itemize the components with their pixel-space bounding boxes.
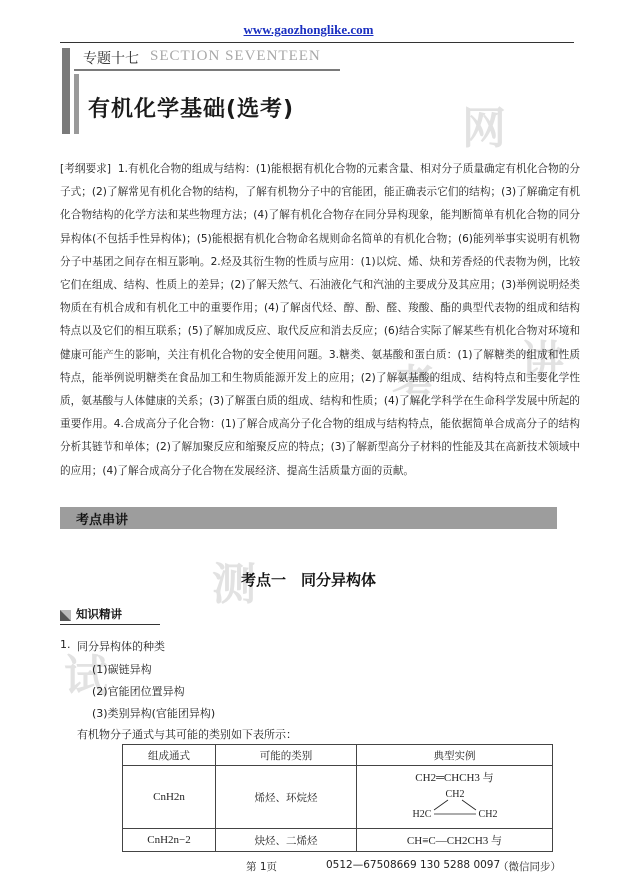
formula-cell: CnH2n−2	[123, 829, 216, 852]
requirements-text: 1.有机化合物的组成与结构：(1)能根据有机化合物的元素含量、相对分子质量确定有机化合物的分子式；(2)了解常见有机化合物的结构，了解有机物分子中的官能团，能正确表示它们的结构；(3)了解确定有机化合物结构的化学方法和某些物理方法；(4)了解有机化合物存在同分异构现象，能判断简单有机化合物的同分异构体(不包括手性异构体)；(5)能根据有机化合物命名规则命名简单的有机化合物；(6)能列举事实说明有机物分子中基团之间存在相互影响。2.烃及其衍生物的性质与应用：(1)以烷、烯、炔和芳香烃的代表物为例，比较它们在组成、结构、性质上的差异；(2)了解天然气、石油液化气和汽油的主要成分及其应用；(3)举例说明烃类物质在有机合成和有机化工中的重要作用；(4)了解卤代烃、醇、酚、醛、羧酸、酯的典型代表物的组成和结构特点以及它们的相互联系；(5)了解加成反应、取代反应和消去反应；(6)结合实际了解某些有机化合物对环境和健康可能产生的影响，关注有机化合物的安全使用问题。3.糖类、氨基酸和蛋白质：(1)了解糖类的组成和性质特点，能举例说明糖类在食品加工和生物质能源开发上的应用；(2)了解氨基酸的组成、结构特点和主要化学性质，氨基酸与人体健康的关系；(3)了解蛋白质的组成、结构和性质；(4)了解化学科学在生命科学发展中所起的重要作用。4.合成高分子化合物：(1)了解合成高分子化合物的组成与结构特点，能依据简单合成高分子的结构分析其链节和单体；(2)了解加聚反应和缩聚反应的特点；(3)了解新型高分子材料的性能及其在高新技术领域中的应用；(4)了解合成高分子化合物在发展经济、提高生活质量方面的贡献。	[60, 163, 580, 477]
section-banner-tip	[488, 507, 502, 529]
watermark-char: 网	[462, 103, 506, 154]
table-row	[123, 766, 553, 829]
section-banner	[60, 507, 557, 529]
example-text: CH2═CHCH3 与	[415, 772, 494, 784]
formula-cell: CnH2n	[123, 766, 216, 829]
requirements-label: [考纲要求]	[60, 163, 111, 175]
ring-left: H2C	[412, 809, 431, 820]
section-english: SECTION SEVENTEEN	[150, 48, 321, 64]
watermark-char: 讲	[520, 337, 564, 388]
table-intro: 有机物分子通式与其可能的类别如下表所示：	[77, 728, 297, 741]
section-rule	[74, 69, 340, 71]
footer-note: （微信同步）	[498, 861, 561, 873]
table-header: 组成通式	[123, 745, 216, 766]
page-title: 有机化学基础(选考)	[88, 97, 295, 122]
header-rule	[60, 42, 574, 43]
isomer-table	[122, 744, 553, 852]
section-decor-bar	[62, 48, 70, 134]
cyclopropane-structure	[400, 787, 510, 821]
header-url[interactable]: www.gaozhonglike.com	[243, 22, 374, 37]
list-number: 1.	[60, 638, 71, 651]
category-cell: 炔烃、二烯烃	[216, 829, 357, 852]
section-decor-bar-inner	[74, 74, 79, 134]
knowledge-rule	[60, 624, 160, 625]
watermark-char: 试	[64, 651, 108, 702]
triangle-icon	[60, 610, 71, 621]
category-cell: 烯烃、环烷烃	[216, 766, 357, 829]
footer-page: 第 1页	[246, 861, 278, 873]
table-header: 可能的类别	[216, 745, 357, 766]
section-number: 专题十七	[83, 51, 139, 67]
section-banner-label: 考点串讲	[76, 513, 129, 528]
watermark-char: 测	[212, 559, 256, 610]
footer-phone: 130 5288 0097	[420, 859, 501, 871]
list-heading: 同分异构体的种类	[77, 640, 165, 653]
table-header: 典型实例	[357, 745, 553, 766]
knowledge-label: 知识精讲	[76, 607, 122, 621]
list-item: (2)官能团位置异构	[92, 685, 185, 698]
exam-requirements	[60, 158, 580, 483]
example-cell	[357, 766, 553, 829]
keypoint-title: 考点一 同分异构体	[240, 571, 376, 589]
list-item: (3)类别异构(官能团异构)	[92, 707, 216, 720]
ring-top: CH2	[445, 789, 464, 800]
ring-right: CH2	[478, 809, 497, 820]
watermark-char: 考	[392, 361, 436, 412]
table-row	[123, 829, 553, 852]
list-item: (1)碳链异构	[92, 663, 152, 676]
footer-phone: 0512—67508669	[326, 859, 417, 871]
example-cell: CH≡C—CH2CH3 与	[357, 829, 553, 852]
